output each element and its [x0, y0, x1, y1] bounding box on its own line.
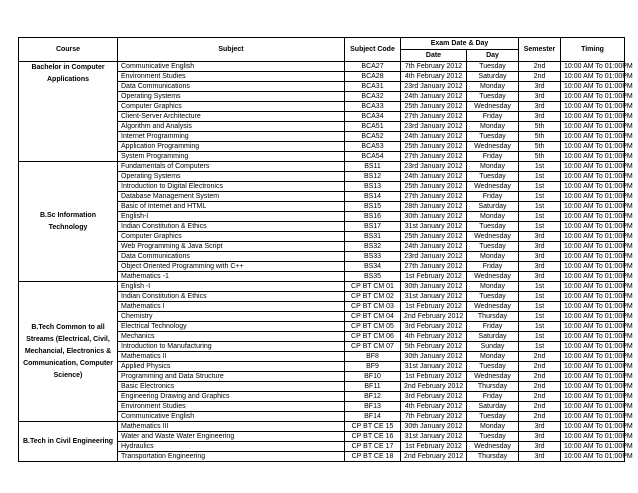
exam-date-cell: 1st February 2012	[401, 442, 467, 452]
timing-cell: 10:00 AM To 01:00PM	[561, 202, 625, 212]
exam-date-cell: 23rd January 2012	[401, 252, 467, 262]
subject-cell: English -I	[118, 282, 345, 292]
exam-day-cell: Tuesday	[467, 242, 519, 252]
exam-schedule-sheet	[18, 37, 633, 462]
semester-cell: 3rd	[519, 112, 561, 122]
subject-code-cell: BF8	[345, 352, 401, 362]
header-date: Date	[401, 50, 467, 62]
header-timing: Timing	[561, 38, 625, 62]
timing-cell: 10:00 AM To 01:00PM	[561, 362, 625, 372]
timing-cell: 10:00 AM To 01:00PM	[561, 62, 625, 72]
semester-cell: 5th	[519, 142, 561, 152]
subject-code-cell: CP BT CM 03	[345, 302, 401, 312]
subject-cell: Applied Physics	[118, 362, 345, 372]
subject-code-cell: CP BT CE 15	[345, 422, 401, 432]
exam-day-cell: Thursday	[467, 382, 519, 392]
exam-date-cell: 1st February 2012	[401, 302, 467, 312]
course-cell: B.Tech Common to all Streams (Electrical, Civil, Mechancial, Electronics & Communication, Computer Science)	[19, 282, 118, 422]
timing-cell: 10:00 AM To 01:00PM	[561, 302, 625, 312]
timing-cell: 10:00 AM To 01:00PM	[561, 132, 625, 142]
timing-cell: 10:00 AM To 01:00PM	[561, 192, 625, 202]
subject-code-cell: BS12	[345, 172, 401, 182]
subject-code-cell: BF12	[345, 392, 401, 402]
subject-code-cell: CP BT CM 07	[345, 342, 401, 352]
timing-cell: 10:00 AM To 01:00PM	[561, 352, 625, 362]
subject-code-cell: BCA33	[345, 102, 401, 112]
semester-cell: 3rd	[519, 232, 561, 242]
subject-cell: Indian Constitution & Ethics	[118, 222, 345, 232]
subject-cell: Environment Studies	[118, 402, 345, 412]
header-exam-date-day: Exam Date & Day	[401, 38, 519, 50]
semester-cell: 2nd	[519, 372, 561, 382]
subject-cell: Web Programming & Java Script	[118, 242, 345, 252]
exam-day-cell: Monday	[467, 162, 519, 172]
semester-cell: 2nd	[519, 72, 561, 82]
subject-cell: Engineering Drawing and Graphics	[118, 392, 345, 402]
exam-date-cell: 30th January 2012	[401, 352, 467, 362]
subject-cell: Mathematics I	[118, 302, 345, 312]
semester-cell: 3rd	[519, 252, 561, 262]
exam-day-cell: Tuesday	[467, 432, 519, 442]
timing-cell: 10:00 AM To 01:00PM	[561, 102, 625, 112]
timing-cell: 10:00 AM To 01:00PM	[561, 82, 625, 92]
exam-date-cell: 24th January 2012	[401, 92, 467, 102]
exam-date-cell: 27th January 2012	[401, 112, 467, 122]
subject-cell: Introduction to Manufacturing	[118, 342, 345, 352]
exam-schedule-table	[18, 37, 633, 462]
subject-cell: Computer Graphics	[118, 232, 345, 242]
exam-date-cell: 27th January 2012	[401, 262, 467, 272]
semester-cell: 3rd	[519, 92, 561, 102]
semester-cell: 1st	[519, 222, 561, 232]
timing-cell: 10:00 AM To 01:00PM	[561, 252, 625, 262]
semester-cell: 1st	[519, 282, 561, 292]
exam-day-cell: Tuesday	[467, 412, 519, 422]
semester-cell: 1st	[519, 182, 561, 192]
subject-code-cell: BF10	[345, 372, 401, 382]
subject-cell: Hydraulics	[118, 442, 345, 452]
subject-cell: Introduction to Digital Electronics	[118, 182, 345, 192]
semester-cell: 3rd	[519, 242, 561, 252]
exam-date-cell: 27th January 2012	[401, 192, 467, 202]
exam-date-cell: 31st January 2012	[401, 432, 467, 442]
table-body	[19, 62, 633, 462]
timing-cell: 10:00 AM To 01:00PM	[561, 162, 625, 172]
subject-code-cell: BCA28	[345, 72, 401, 82]
exam-day-cell: Tuesday	[467, 92, 519, 102]
semester-cell: 2nd	[519, 62, 561, 72]
timing-cell: 10:00 AM To 01:00PM	[561, 142, 625, 152]
subject-cell: Database Management System	[118, 192, 345, 202]
exam-day-cell: Friday	[467, 392, 519, 402]
timing-cell: 10:00 AM To 01:00PM	[561, 222, 625, 232]
exam-date-cell: 24th January 2012	[401, 242, 467, 252]
subject-code-cell: BS16	[345, 212, 401, 222]
exam-day-cell: Saturday	[467, 72, 519, 82]
subject-code-cell: BS13	[345, 182, 401, 192]
subject-code-cell: BS14	[345, 192, 401, 202]
exam-date-cell: 3rd February 2012	[401, 392, 467, 402]
timing-cell: 10:00 AM To 01:00PM	[561, 212, 625, 222]
subject-cell: Mechanics	[118, 332, 345, 342]
timing-cell: 10:00 AM To 01:00PM	[561, 282, 625, 292]
semester-cell: 1st	[519, 212, 561, 222]
exam-date-cell: 25th January 2012	[401, 232, 467, 242]
subject-code-cell: BS34	[345, 262, 401, 272]
timing-cell: 10:00 AM To 01:00PM	[561, 312, 625, 322]
subject-code-cell: CP BT CE 18	[345, 452, 401, 462]
subject-code-cell: BCA32	[345, 92, 401, 102]
exam-date-cell: 23rd January 2012	[401, 122, 467, 132]
semester-cell: 3rd	[519, 422, 561, 432]
exam-date-cell: 4th February 2012	[401, 402, 467, 412]
exam-date-cell: 27th January 2012	[401, 152, 467, 162]
subject-code-cell: BCA53	[345, 142, 401, 152]
subject-cell: Mathematics III	[118, 422, 345, 432]
subject-code-cell: BF14	[345, 412, 401, 422]
subject-code-cell: BS17	[345, 222, 401, 232]
exam-day-cell: Friday	[467, 112, 519, 122]
semester-cell: 1st	[519, 172, 561, 182]
exam-date-cell: 30th January 2012	[401, 282, 467, 292]
subject-cell: Object Oriented Programming with C++	[118, 262, 345, 272]
timing-cell: 10:00 AM To 01:00PM	[561, 372, 625, 382]
subject-cell: Internet Programming	[118, 132, 345, 142]
exam-date-cell: 1st February 2012	[401, 272, 467, 282]
exam-day-cell: Wednesday	[467, 272, 519, 282]
subject-code-cell: BS11	[345, 162, 401, 172]
exam-date-cell: 7th February 2012	[401, 412, 467, 422]
timing-cell: 10:00 AM To 01:00PM	[561, 92, 625, 102]
exam-day-cell: Wednesday	[467, 442, 519, 452]
subject-code-cell: BS31	[345, 232, 401, 242]
exam-date-cell: 23rd January 2012	[401, 162, 467, 172]
semester-cell: 3rd	[519, 102, 561, 112]
exam-date-cell: 2nd February 2012	[401, 312, 467, 322]
table-row	[19, 282, 625, 292]
subject-cell: Programming and Data Structure	[118, 372, 345, 382]
semester-cell: 1st	[519, 332, 561, 342]
timing-cell: 10:00 AM To 01:00PM	[561, 452, 625, 462]
subject-code-cell: CP BT CM 06	[345, 332, 401, 342]
exam-day-cell: Thursday	[467, 452, 519, 462]
subject-cell: Transportation Engineering	[118, 452, 345, 462]
timing-cell: 10:00 AM To 01:00PM	[561, 382, 625, 392]
exam-date-cell: 25th January 2012	[401, 142, 467, 152]
exam-day-cell: Saturday	[467, 332, 519, 342]
course-cell: Bachelor in Computer Applications	[19, 62, 118, 162]
exam-day-cell: Tuesday	[467, 362, 519, 372]
timing-cell: 10:00 AM To 01:00PM	[561, 292, 625, 302]
subject-code-cell: BF9	[345, 362, 401, 372]
exam-day-cell: Saturday	[467, 202, 519, 212]
timing-cell: 10:00 AM To 01:00PM	[561, 72, 625, 82]
semester-cell: 2nd	[519, 392, 561, 402]
subject-cell: Communicative English	[118, 412, 345, 422]
table-header	[19, 38, 625, 62]
exam-day-cell: Saturday	[467, 402, 519, 412]
exam-day-cell: Monday	[467, 82, 519, 92]
exam-day-cell: Monday	[467, 282, 519, 292]
semester-cell: 3rd	[519, 432, 561, 442]
exam-day-cell: Monday	[467, 422, 519, 432]
exam-day-cell: Friday	[467, 322, 519, 332]
exam-day-cell: Monday	[467, 352, 519, 362]
table-row	[19, 162, 625, 172]
exam-date-cell: 2nd February 2012	[401, 452, 467, 462]
semester-cell: 5th	[519, 122, 561, 132]
exam-date-cell: 24th January 2012	[401, 172, 467, 182]
timing-cell: 10:00 AM To 01:00PM	[561, 392, 625, 402]
subject-cell: Algorithm and Analysis	[118, 122, 345, 132]
semester-cell: 1st	[519, 292, 561, 302]
subject-cell: Data Communications	[118, 82, 345, 92]
exam-date-cell: 7th February 2012	[401, 62, 467, 72]
exam-date-cell: 25th January 2012	[401, 182, 467, 192]
subject-cell: Indian Constitution & Ethics	[118, 292, 345, 302]
subject-code-cell: BCA31	[345, 82, 401, 92]
exam-date-cell: 2nd February 2012	[401, 382, 467, 392]
semester-cell: 1st	[519, 342, 561, 352]
subject-cell: Computer Graphics	[118, 102, 345, 112]
header-subject-code: Subject Code	[345, 38, 401, 62]
subject-code-cell: BS33	[345, 252, 401, 262]
subject-cell: English-I	[118, 212, 345, 222]
exam-day-cell: Tuesday	[467, 292, 519, 302]
subject-cell: Mathematics II	[118, 352, 345, 362]
exam-day-cell: Monday	[467, 212, 519, 222]
subject-cell: Communicative English	[118, 62, 345, 72]
exam-date-cell: 31st January 2012	[401, 292, 467, 302]
subject-code-cell: BCA51	[345, 122, 401, 132]
exam-date-cell: 25th January 2012	[401, 102, 467, 112]
timing-cell: 10:00 AM To 01:00PM	[561, 122, 625, 132]
subject-code-cell: BS32	[345, 242, 401, 252]
table-row	[19, 62, 625, 72]
exam-day-cell: Friday	[467, 192, 519, 202]
subject-code-cell: BF11	[345, 382, 401, 392]
exam-date-cell: 30th January 2012	[401, 212, 467, 222]
subject-code-cell: BS35	[345, 272, 401, 282]
subject-code-cell: BF13	[345, 402, 401, 412]
semester-cell: 1st	[519, 322, 561, 332]
subject-cell: Operating Systems	[118, 92, 345, 102]
semester-cell: 2nd	[519, 382, 561, 392]
timing-cell: 10:00 AM To 01:00PM	[561, 422, 625, 432]
exam-day-cell: Friday	[467, 152, 519, 162]
semester-cell: 1st	[519, 192, 561, 202]
semester-cell: 1st	[519, 202, 561, 212]
exam-date-cell: 30th January 2012	[401, 422, 467, 432]
exam-date-cell: 4th February 2012	[401, 332, 467, 342]
subject-code-cell: BCA34	[345, 112, 401, 122]
exam-day-cell: Wednesday	[467, 372, 519, 382]
exam-day-cell: Monday	[467, 122, 519, 132]
subject-cell: Basic Electronics	[118, 382, 345, 392]
exam-day-cell: Tuesday	[467, 132, 519, 142]
exam-date-cell: 31st January 2012	[401, 362, 467, 372]
timing-cell: 10:00 AM To 01:00PM	[561, 432, 625, 442]
timing-cell: 10:00 AM To 01:00PM	[561, 412, 625, 422]
subject-cell: Data Communications	[118, 252, 345, 262]
semester-cell: 1st	[519, 302, 561, 312]
timing-cell: 10:00 AM To 01:00PM	[561, 442, 625, 452]
subject-cell: Application Programming	[118, 142, 345, 152]
subject-code-cell: CP BT CE 16	[345, 432, 401, 442]
subject-cell: Operating Systems	[118, 172, 345, 182]
subject-cell: Basic of Internet and HTML	[118, 202, 345, 212]
semester-cell: 3rd	[519, 272, 561, 282]
exam-day-cell: Tuesday	[467, 222, 519, 232]
subject-code-cell: BS15	[345, 202, 401, 212]
exam-day-cell: Sunday	[467, 342, 519, 352]
semester-cell: 3rd	[519, 452, 561, 462]
subject-code-cell: CP BT CE 17	[345, 442, 401, 452]
exam-date-cell: 23rd January 2012	[401, 82, 467, 92]
semester-cell: 5th	[519, 132, 561, 142]
timing-cell: 10:00 AM To 01:00PM	[561, 152, 625, 162]
exam-day-cell: Wednesday	[467, 142, 519, 152]
subject-code-cell: CP BT CM 05	[345, 322, 401, 332]
timing-cell: 10:00 AM To 01:00PM	[561, 182, 625, 192]
exam-day-cell: Monday	[467, 252, 519, 262]
exam-day-cell: Wednesday	[467, 102, 519, 112]
subject-cell: Electrical Technology	[118, 322, 345, 332]
subject-cell: Mathematics -1	[118, 272, 345, 282]
semester-cell: 2nd	[519, 362, 561, 372]
timing-cell: 10:00 AM To 01:00PM	[561, 322, 625, 332]
subject-code-cell: CP BT CM 04	[345, 312, 401, 322]
subject-cell: Fundamentals of Computers	[118, 162, 345, 172]
timing-cell: 10:00 AM To 01:00PM	[561, 272, 625, 282]
semester-cell: 2nd	[519, 412, 561, 422]
course-cell: B.Sc Information Technology	[19, 162, 118, 282]
exam-date-cell: 24th January 2012	[401, 132, 467, 142]
timing-cell: 10:00 AM To 01:00PM	[561, 112, 625, 122]
header-subject: Subject	[118, 38, 345, 62]
exam-date-cell: 5th February 2012	[401, 342, 467, 352]
subject-code-cell: BCA52	[345, 132, 401, 142]
timing-cell: 10:00 AM To 01:00PM	[561, 332, 625, 342]
semester-cell: 2nd	[519, 402, 561, 412]
subject-code-cell: CP BT CM 02	[345, 292, 401, 302]
table-row	[19, 422, 625, 432]
subject-code-cell: CP BT CM 01	[345, 282, 401, 292]
semester-cell: 3rd	[519, 82, 561, 92]
exam-day-cell: Wednesday	[467, 302, 519, 312]
semester-cell: 3rd	[519, 442, 561, 452]
exam-day-cell: Tuesday	[467, 62, 519, 72]
exam-date-cell: 28th January 2012	[401, 202, 467, 212]
timing-cell: 10:00 AM To 01:00PM	[561, 342, 625, 352]
semester-cell: 1st	[519, 162, 561, 172]
header-day: Day	[467, 50, 519, 62]
subject-cell: Client-Server Architecture	[118, 112, 345, 122]
exam-day-cell: Wednesday	[467, 232, 519, 242]
exam-day-cell: Thursday	[467, 312, 519, 322]
subject-cell: Chemistry	[118, 312, 345, 322]
header-course: Course	[19, 38, 118, 62]
subject-cell: System Programming	[118, 152, 345, 162]
course-cell: B.Tech in Civil Engineering	[19, 422, 118, 462]
exam-date-cell: 4th February 2012	[401, 72, 467, 82]
subject-cell: Environment Studies	[118, 72, 345, 82]
timing-cell: 10:00 AM To 01:00PM	[561, 172, 625, 182]
exam-date-cell: 31st January 2012	[401, 222, 467, 232]
timing-cell: 10:00 AM To 01:00PM	[561, 262, 625, 272]
subject-code-cell: BCA27	[345, 62, 401, 72]
semester-cell: 5th	[519, 152, 561, 162]
timing-cell: 10:00 AM To 01:00PM	[561, 242, 625, 252]
exam-day-cell: Friday	[467, 262, 519, 272]
exam-date-cell: 3rd February 2012	[401, 322, 467, 332]
exam-day-cell: Wednesday	[467, 182, 519, 192]
semester-cell: 1st	[519, 312, 561, 322]
semester-cell: 3rd	[519, 262, 561, 272]
semester-cell: 2nd	[519, 352, 561, 362]
subject-cell: Water and Waste Water Engineering	[118, 432, 345, 442]
exam-date-cell: 1st February 2012	[401, 372, 467, 382]
header-semester: Semester	[519, 38, 561, 62]
timing-cell: 10:00 AM To 01:00PM	[561, 402, 625, 412]
subject-code-cell: BCA54	[345, 152, 401, 162]
timing-cell: 10:00 AM To 01:00PM	[561, 232, 625, 242]
exam-day-cell: Tuesday	[467, 172, 519, 182]
